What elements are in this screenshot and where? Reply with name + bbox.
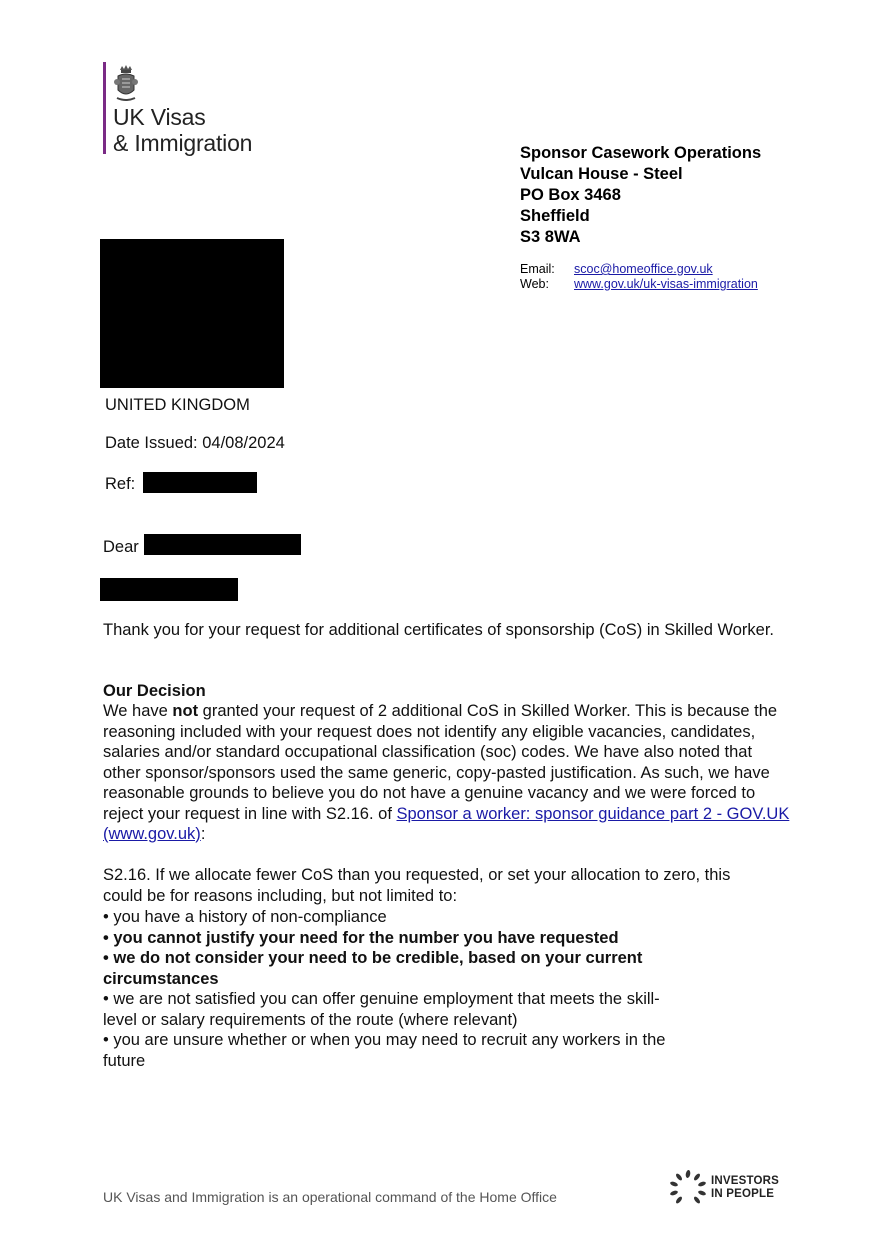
intro-paragraph: Thank you for your request for additional certificates of sponsorship (CoS) in Skilled Worker. [103, 621, 775, 639]
decision-emphasis: not [172, 702, 199, 720]
salutation: Dear [103, 538, 139, 556]
address-line: S3 8WA [520, 228, 581, 246]
redacted-recipient-address [100, 239, 284, 388]
web-label: Web: [520, 277, 549, 291]
address-line: Sponsor Casework Operations [520, 144, 762, 162]
reference-label: Ref: [105, 475, 136, 493]
sponsor-guidance-link[interactable]: Sponsor a worker: sponsor guidance part 2 - GOV.UK (www.gov.uk) [103, 804, 790, 843]
email-link[interactable]: scoc@homeoffice.gov.uk [574, 262, 713, 276]
redacted-line [100, 578, 238, 601]
decision-text-end: : [200, 825, 206, 843]
list-item: • you cannot justify your need for the number you have requested [103, 928, 619, 947]
sender-address [520, 143, 761, 248]
investors-in-people-laurel-icon [670, 1170, 706, 1206]
address-line: PO Box 3468 [520, 186, 621, 204]
logo-line-1: UK Visas [113, 104, 206, 130]
royal-crest-icon [113, 64, 139, 104]
list-item: • we do not consider your need to be credible, based on your current circumstances [103, 949, 643, 988]
decision-text-body: granted your request of 2 additional CoS in Skilled Worker. This is because the reasoning included with your request does not identify any eligible vacancies, candidates, salaries and/or standard occupational classification (soc) codes. We have also noted that other sponsor/sponsors used the same generic, copy-pasted justification. As such, we have reasonable grounds to believe you do not have a genuine vacancy and we were forced to reject your request in line with S2.16. of [103, 702, 778, 823]
investors-in-people-wordmark [711, 1175, 779, 1201]
s216-bullet-list [103, 907, 703, 1071]
web-link[interactable]: www.gov.uk/uk-visas-immigration [574, 277, 758, 291]
list-item: • you have a history of non-compliance [103, 908, 387, 926]
logo-accent-bar [103, 62, 106, 154]
address-line: Sheffield [520, 207, 590, 225]
s216-intro: S2.16. If we allocate fewer CoS than you requested, or set your allocation to zero, this could be for reasons including, but not limited to: [103, 866, 731, 905]
footer-text: UK Visas and Immigration is an operational command of the Home Office [103, 1189, 557, 1205]
list-item: • we are not satisfied you can offer genuine employment that meets the skill-level or salary requirements of the route (where relevant) [103, 990, 660, 1029]
redacted-reference [143, 472, 257, 493]
decision-text-start: We have [103, 702, 173, 720]
decision-heading: Our Decision [103, 682, 206, 700]
email-label: Email: [520, 262, 555, 276]
sender-contact [520, 262, 758, 292]
decision-paragraph [103, 701, 793, 845]
address-line: Vulcan House - Steel [520, 165, 683, 183]
redacted-name [144, 534, 301, 555]
recipient-country: UNITED KINGDOM [105, 396, 250, 414]
logo-wordmark [113, 104, 252, 156]
logo-line-2: & Immigration [113, 130, 253, 156]
date-issued: Date Issued: 04/08/2024 [105, 434, 285, 452]
iip-line-1: INVESTORS [711, 1175, 780, 1187]
iip-line-2: IN PEOPLE [711, 1188, 775, 1200]
list-item: • you are unsure whether or when you may need to recruit any workers in the future [103, 1031, 666, 1070]
